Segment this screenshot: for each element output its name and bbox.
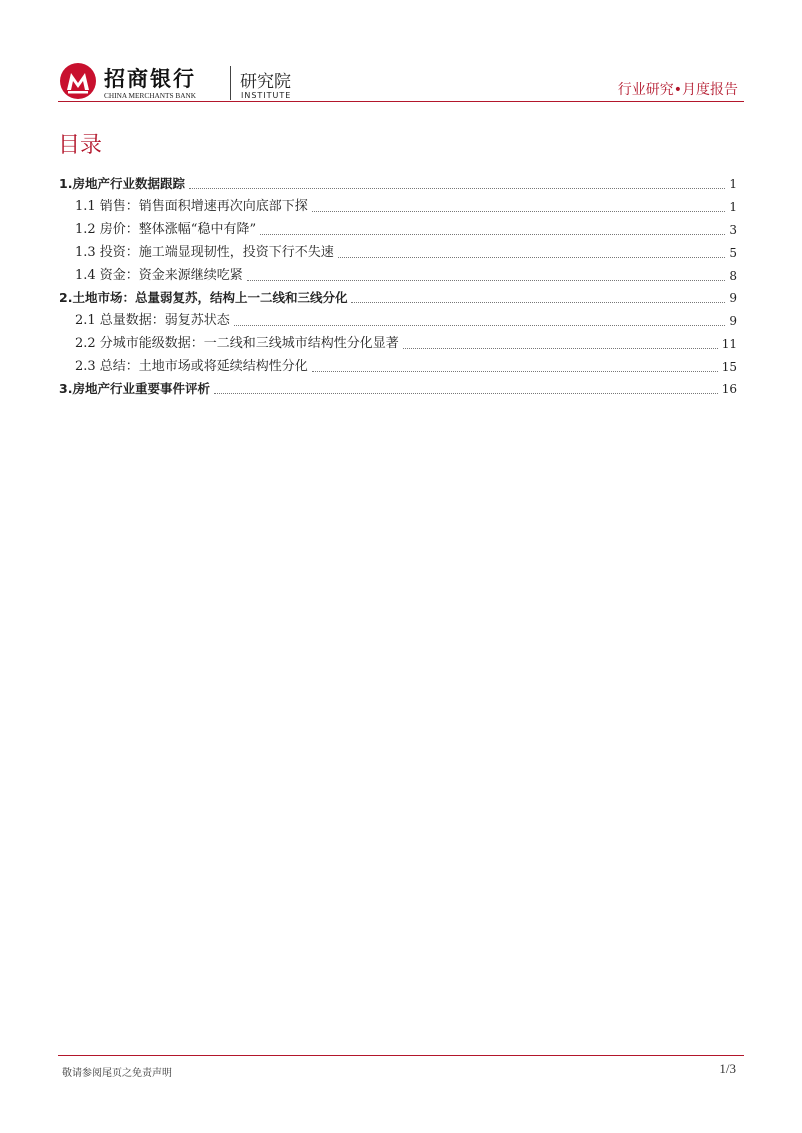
toc-dot-leader [189,188,725,189]
report-type-label: 行业研究•月度报告 [617,82,738,98]
toc-entry-page: 1 [729,200,737,214]
toc-entry[interactable] [59,286,737,306]
toc-dot-leader [403,348,718,349]
toc-dot-leader [234,325,726,326]
toc-entry-label: 1.房地产行业数据跟踪 [59,176,185,191]
page-number: 1/3 [719,1061,736,1076]
toc-entry-label: 1.3 投资：施工端显现韧性，投资下行不失速 [75,245,334,260]
toc-entry-page: 1 [729,177,737,191]
toc-dot-leader [214,393,718,394]
toc-entry-page: 3 [729,223,737,237]
toc-entry-page: 15 [721,360,737,374]
toc-dot-leader [312,371,718,372]
toc-dot-leader [338,257,726,258]
toc-entry[interactable] [75,218,737,238]
toc-dot-leader [312,211,726,212]
toc-entry[interactable] [75,355,737,375]
toc-entry-page: 16 [721,382,737,396]
toc-entry-label: 1.4 资金：资金来源继续吃紧 [75,268,243,283]
header-divider [58,101,744,102]
footer-divider [58,1055,744,1056]
toc-entry-label: 2.1 总量数据：弱复苏状态 [75,313,230,328]
toc-entry-label: 2.3 总结：土地市场或将延续结构性分化 [75,359,308,374]
toc-entry[interactable] [59,377,737,397]
toc-dot-leader [260,234,725,235]
toc-entry-label: 2.2 分城市能级数据：一二线和三线城市结构性分化显著 [75,336,399,351]
toc-entry-label: 2.土地市场：总量弱复苏，结构上一二线和三线分化 [59,290,348,305]
toc-entry-page: 9 [729,314,737,328]
disclaimer-note: 敬请参阅尾页之免责声明 [62,1068,172,1079]
bank-name-en: CHINA MERCHANTS BANK [104,91,197,100]
toc-entry-page: 11 [721,337,737,351]
toc-entry[interactable] [75,195,737,215]
toc-entry-label: 1.1 销售：销售面积增速再次向底部下探 [75,199,308,214]
toc-entry-page: 5 [729,246,737,260]
toc-entry[interactable] [75,332,737,352]
logo-divider [230,66,231,100]
toc-entry[interactable] [75,241,737,261]
toc-entry-page: 9 [729,291,737,305]
toc-entry-label: 3.房地产行业重要事件评析 [59,381,210,396]
toc-entry[interactable] [59,172,737,192]
toc-entry[interactable] [75,264,737,284]
toc-dot-leader [247,280,726,281]
toc-entry[interactable] [75,309,737,329]
toc-title: 目录 [58,133,103,158]
bank-name-cn: 招商银行 [104,67,196,91]
toc-dot-leader [351,302,725,303]
institute-name-cn: 研究院 [240,72,291,92]
toc-entry-label: 1.2 房价：整体涨幅“稳中有降” [75,222,257,237]
cmb-logo-icon [59,62,97,100]
toc-entry-page: 8 [729,269,737,283]
institute-name-en: INSTITUTE [241,91,292,100]
